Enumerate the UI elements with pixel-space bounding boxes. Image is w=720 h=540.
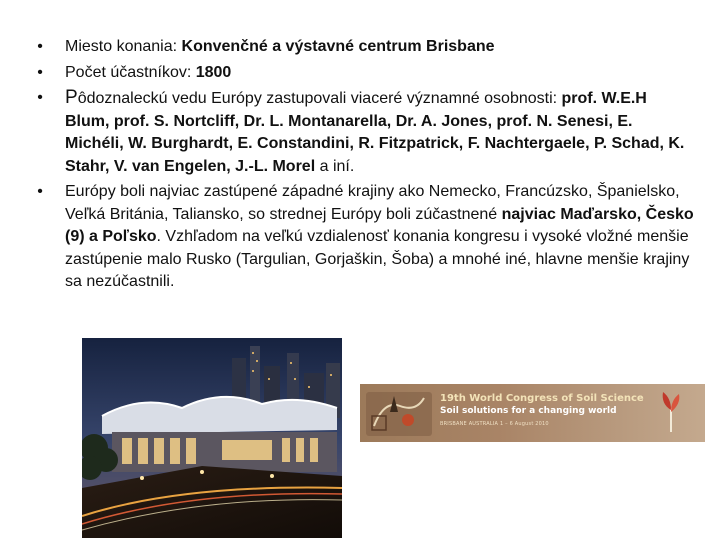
participants-label: Počet účastníkov:: [65, 63, 196, 81]
venue-value: Konvenčné a výstavné centrum Brisbane: [181, 38, 495, 55]
venue-label: Miesto konania:: [65, 38, 182, 55]
congress-banner: [360, 384, 705, 442]
bullet-list: [30, 36, 695, 294]
participants-value: 1800: [195, 63, 232, 81]
bullet-dot: •: [37, 183, 43, 200]
bullet-countries: [30, 181, 695, 294]
congress-logo-icon: [364, 386, 436, 440]
countries-text: Európy boli najviac zastúpené západné krajiny ako Nemecko, Francúzsko, Španielsko, Veľká Británia, Taliansko, so strednej Európy boli zúčastnené: [65, 183, 680, 223]
convention-centre-photo: [82, 338, 342, 538]
countries-tail: . Vzhľadom na veľkú vzdialenosť konania kongresu i vysoké vložné menšie zastúpenie malo Rusko (Targulian, Gorjaškin, Šoba) a mnohé iné, hlavne menšie krajiny sa nezúčastnili.: [65, 228, 690, 290]
banner-subtitle: Soil solutions for a changing world: [440, 406, 617, 416]
personalities-tail: a iní.: [315, 157, 355, 175]
banner-place: BRISBANE AUSTRALIA 1 – 6 August 2010: [440, 421, 549, 427]
banner-title: 19th World Congress of Soil Science: [440, 393, 644, 404]
bullet-dot: •: [37, 89, 43, 106]
sprout-icon: [659, 388, 683, 432]
countries-highlight: najviac Maďarsko, Česko (9) a Poľsko: [65, 205, 694, 245]
personalities-names: prof. W.E.H Blum, prof. S. Nortcliff, Dr. L. Montanarella, Dr. A. Jones, prof. N. Senesi, E. Michéli, W. Burghardt, E. Constandini, R. Fitzpatrick, F. Nachtergaele, P. Schad, K. Stahr, V. van Engelen, J.-L. Morel: [65, 90, 685, 175]
bullet-venue: [30, 36, 695, 59]
bullet-participants: [30, 62, 695, 85]
personalities-text: ôdoznaleckú vedu Európy zastupovali viaceré významné osobnosti:: [77, 90, 562, 107]
drop-letter: P: [65, 87, 78, 108]
bullet-personalities: [30, 87, 695, 178]
bullet-dot: •: [37, 38, 43, 55]
bullet-dot: •: [37, 63, 43, 81]
convention-centre-illustration: [82, 338, 342, 538]
